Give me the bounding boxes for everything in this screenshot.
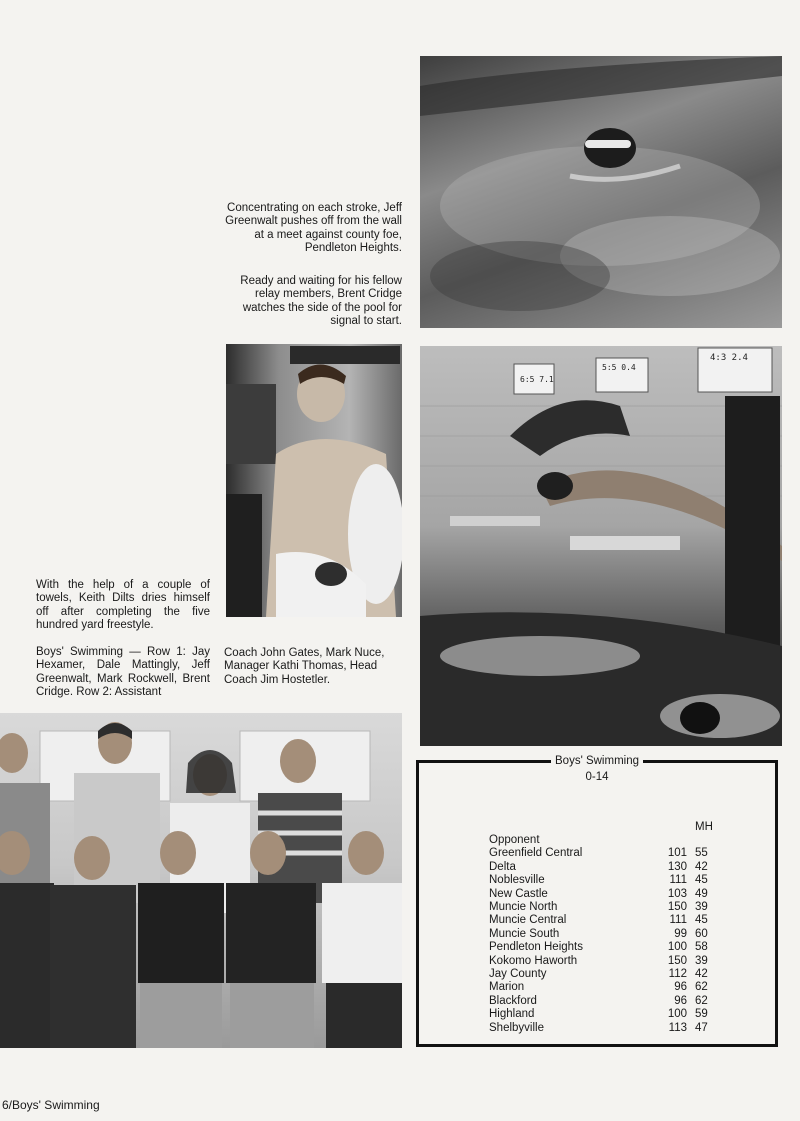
score-row: [489, 941, 731, 954]
scoreboard-record: 0-14: [585, 771, 609, 783]
mh-score-cell: 58: [695, 941, 708, 954]
opponent-score-cell: 111: [669, 914, 687, 927]
mh-score-cell: 47: [695, 1021, 708, 1034]
team-photo-art: [0, 713, 402, 1048]
score-row: [489, 995, 731, 1008]
opponent-score-cell: 100: [667, 941, 687, 954]
header-opponent: Opponent: [489, 834, 540, 846]
score-row: [489, 981, 731, 994]
header-mh: MH: [695, 821, 713, 833]
opponent-score-cell: 113: [668, 1021, 687, 1034]
score-row: [489, 955, 731, 968]
score-row: [489, 1022, 731, 1035]
scoreboard-title: Boys' Swimming: [551, 755, 643, 767]
opponent-cell: Delta: [489, 860, 516, 873]
caption-team-left: Boys' Swimming — Row 1: Jay Hexamer, Dale Mattingly, Jeff Greenwalt, Mark Rockwell, Brent Cridge. Row 2: Assistant: [36, 646, 210, 699]
opponent-score-cell: 103: [667, 887, 687, 900]
mh-score-cell: 59: [695, 1008, 708, 1021]
towel-photo: [226, 344, 402, 617]
opponent-score-cell: 111: [669, 874, 687, 887]
caption-stroke: Concentrating on each stroke, Jeff Greenwalt pushes off from the wall at a meet against county foe, Pendleton Heights.: [225, 202, 402, 255]
opponent-score-cell: 150: [667, 954, 687, 967]
opponent-score-cell: 99: [674, 927, 687, 940]
opponent-score-cell: 96: [674, 994, 687, 1007]
mh-score-cell: 60: [695, 927, 708, 940]
opponent-cell: Pendleton Heights: [489, 941, 583, 954]
opponent-cell: Muncie Central: [489, 914, 567, 927]
opponent-cell: Jay County: [489, 968, 547, 981]
score-row: [489, 914, 731, 927]
opponent-score-cell: 101: [667, 847, 687, 860]
opponent-score-cell: 96: [674, 981, 687, 994]
opponent-cell: Greenfield Central: [489, 847, 583, 860]
opponent-cell: New Castle: [489, 887, 548, 900]
caption-team-right: Coach John Gates, Mark Nuce, Manager Kathi Thomas, Head Coach Jim Hostetler.: [224, 647, 385, 686]
score-row: [489, 888, 731, 901]
mh-score-cell: 45: [695, 914, 708, 927]
mh-score-cell: 49: [695, 887, 708, 900]
scores-table: [489, 821, 731, 1035]
score-row: [489, 928, 731, 941]
scores-body: [489, 847, 731, 1035]
swimmer-photo: [420, 56, 782, 328]
opponent-score-cell: 130: [667, 860, 687, 873]
opponent-cell: Blackford: [489, 994, 537, 1007]
scores-header-row: [489, 821, 731, 847]
caption-towels: With the help of a couple of towels, Keith Dilts dries himself off after completing the five hundred yard freestyle.: [36, 579, 210, 632]
score-row: [489, 861, 731, 874]
scoreboard: [416, 755, 778, 1047]
diving-photo: [420, 346, 782, 746]
mh-score-cell: 42: [695, 968, 708, 981]
page-folio: 6/Boys' Swimming: [2, 1098, 100, 1112]
opponent-cell: Muncie South: [489, 927, 560, 940]
clock-2: 5:5 0.4: [602, 363, 636, 372]
diving-photo-art: [420, 346, 782, 746]
score-row: [489, 901, 731, 914]
opponent-cell: Shelbyville: [489, 1021, 544, 1034]
opponent-cell: Kokomo Haworth: [489, 954, 578, 967]
mh-score-cell: 62: [695, 981, 708, 994]
score-row: [489, 968, 731, 981]
score-row: [489, 1008, 731, 1021]
caption-relay: Ready and waiting for his fellow relay members, Brent Cridge watches the side of the pool for signal to start.: [240, 275, 402, 328]
mh-score-cell: 42: [695, 860, 708, 873]
score-row: [489, 874, 731, 887]
team-photo: [0, 713, 402, 1048]
mh-score-cell: 39: [695, 901, 708, 914]
mh-score-cell: 62: [695, 994, 708, 1007]
opponent-score-cell: 150: [667, 901, 687, 914]
clock-3: 4:3 2.4: [710, 353, 748, 363]
opponent-score-cell: 112: [668, 968, 687, 981]
score-row: [489, 847, 731, 860]
towel-photo-art: [226, 344, 402, 617]
clock-1: 6:5 7.1: [520, 375, 554, 384]
mh-score-cell: 45: [695, 874, 708, 887]
opponent-cell: Noblesville: [489, 874, 545, 887]
opponent-score-cell: 100: [667, 1008, 687, 1021]
mh-score-cell: 55: [695, 847, 708, 860]
mh-score-cell: 39: [695, 954, 708, 967]
swimmer-photo-art: [420, 56, 782, 328]
opponent-cell: Muncie North: [489, 901, 558, 914]
opponent-cell: Marion: [489, 981, 525, 994]
opponent-cell: Highland: [489, 1008, 535, 1021]
